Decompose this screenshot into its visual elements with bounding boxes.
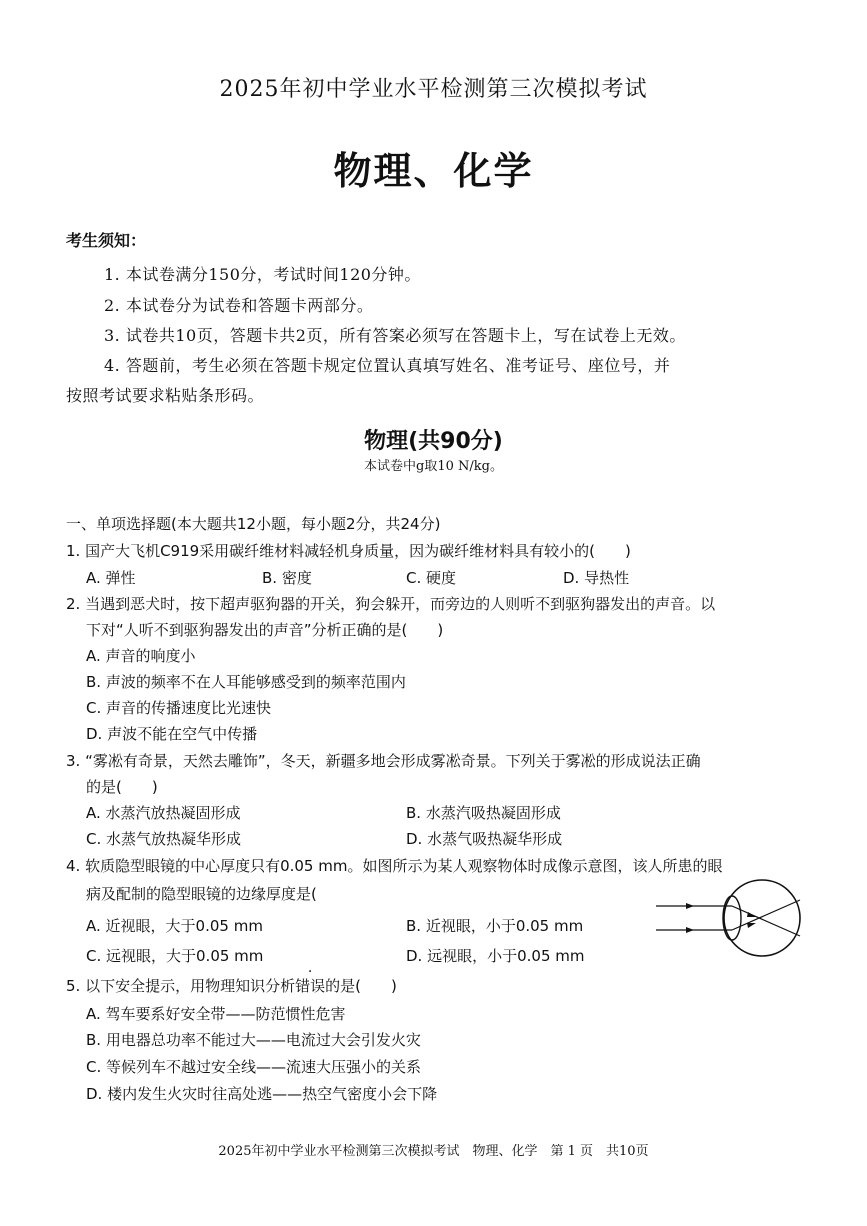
physics-note: 本试卷中g取10 N/kg。: [364, 459, 503, 474]
physics-title: 物理(共90分): [364, 429, 503, 454]
q4-option-b: B. 近视眼，小于0.05 mm: [406, 917, 584, 935]
notice-item-2: 2. 本试卷分为试卷和答题卡两部分。: [104, 296, 374, 315]
q4-option-a: A. 近视眼，大于0.05 mm: [86, 917, 263, 935]
q5-option-c: C. 等候列车不越过安全线——流速大压强小的关系: [86, 1058, 422, 1076]
notice-item-3: 3. 试卷共10页，答题卡共2页，所有答案必须写在答题卡上，写在试卷上无效。: [104, 326, 686, 345]
q2-option-c: C. 声音的传播速度比光速快: [86, 699, 272, 717]
question-5-text: 5. 以下安全提示，用物理知识分析: [66, 977, 296, 995]
q3-option-c: C. 水蒸气放热凝华形成: [86, 830, 242, 848]
question-2-cont: 下对“人听不到驱狗器发出的声音”分析正确的是( ): [86, 621, 444, 639]
q3-option-d: D. 水蒸气吸热凝华形成: [406, 830, 563, 848]
page-footer: 2025年初中学业水平检测第三次模拟考试 物理、化学 第 1 页 共10页: [218, 1144, 649, 1159]
question-4: 4. 软质隐型眼镜的中心厚度只有0.05 mm。如图所示为某人观察物体时成像示意图，该人所患的眼: [66, 857, 723, 875]
q1-option-a: A. 弹性: [86, 569, 136, 587]
notice-item-4: 4. 答题前，考生必须在答题卡规定位置认真填写姓名、准考证号、座位号，并: [104, 356, 671, 375]
eye-imaging-diagram: [652, 876, 802, 960]
q1-option-b: B. 密度: [262, 569, 312, 587]
question-4-cont: 病及配制的隐型眼镜的边缘厚度是(: [86, 885, 317, 903]
q1-option-c: C. 硬度: [406, 569, 457, 587]
q1-option-d: D. 导热性: [563, 569, 630, 587]
q4-option-c: C. 远视眼，大于0.05 mm: [86, 947, 264, 965]
exam-title: 2025年初中学业水平检测第三次模拟考试: [219, 77, 648, 102]
section-heading: 一、单项选择题(本大题共12小题，每小题2分，共24分): [66, 515, 441, 533]
question-1: 1. 国产大飞机C919采用碳纤维材料减轻机身质量，因为碳纤维材料具有较小的( ): [66, 542, 631, 560]
notice-item-1: 1. 本试卷满分150分，考试时间120分钟。: [104, 265, 421, 284]
question-5-emphasis: [295, 975, 325, 996]
q5-option-b: B. 用电器总功率不能过大——电流过大会引发火灾: [86, 1031, 421, 1049]
question-5-tail: 的是( ): [325, 977, 397, 995]
question-3-cont: 的是( ): [86, 778, 158, 796]
q3-option-a: A. 水蒸汽放热凝固形成: [86, 804, 241, 822]
q3-option-b: B. 水蒸汽吸热凝固形成: [406, 804, 561, 822]
question-2: 2. 当遇到恶犬时，按下超声驱狗器的开关，狗会躲开，而旁边的人则听不到驱狗器发出的声音。以: [66, 595, 716, 613]
subject-title: 物理、化学: [333, 149, 534, 193]
notice-item-4-cont: 按照考试要求粘贴条形码。: [66, 386, 265, 405]
notice-heading: 考生须知：: [66, 231, 147, 250]
q2-option-b: B. 声波的频率不在人耳能够感受到的频率范围内: [86, 673, 406, 691]
question-3: 3. “雾凇有奇景，天然去雕饰”，冬天，新疆多地会形成雾凇奇景。下列关于雾凇的形成说法正确: [66, 752, 701, 770]
q2-option-a: A. 声音的响度小: [86, 647, 196, 665]
q4-option-d: D. 远视眼，小于0.05 mm: [406, 947, 585, 965]
q5-option-d: D. 楼内发生火灾时往高处逃——热空气密度小会下降: [86, 1085, 438, 1103]
q5-option-a: A. 驾车要系好安全带——防范惯性危害: [86, 1005, 346, 1023]
question-5: [66, 975, 397, 996]
question-5-emphasis-text: 错误: [295, 977, 326, 995]
q2-option-d: D. 声波不能在空气中传播: [86, 725, 258, 743]
